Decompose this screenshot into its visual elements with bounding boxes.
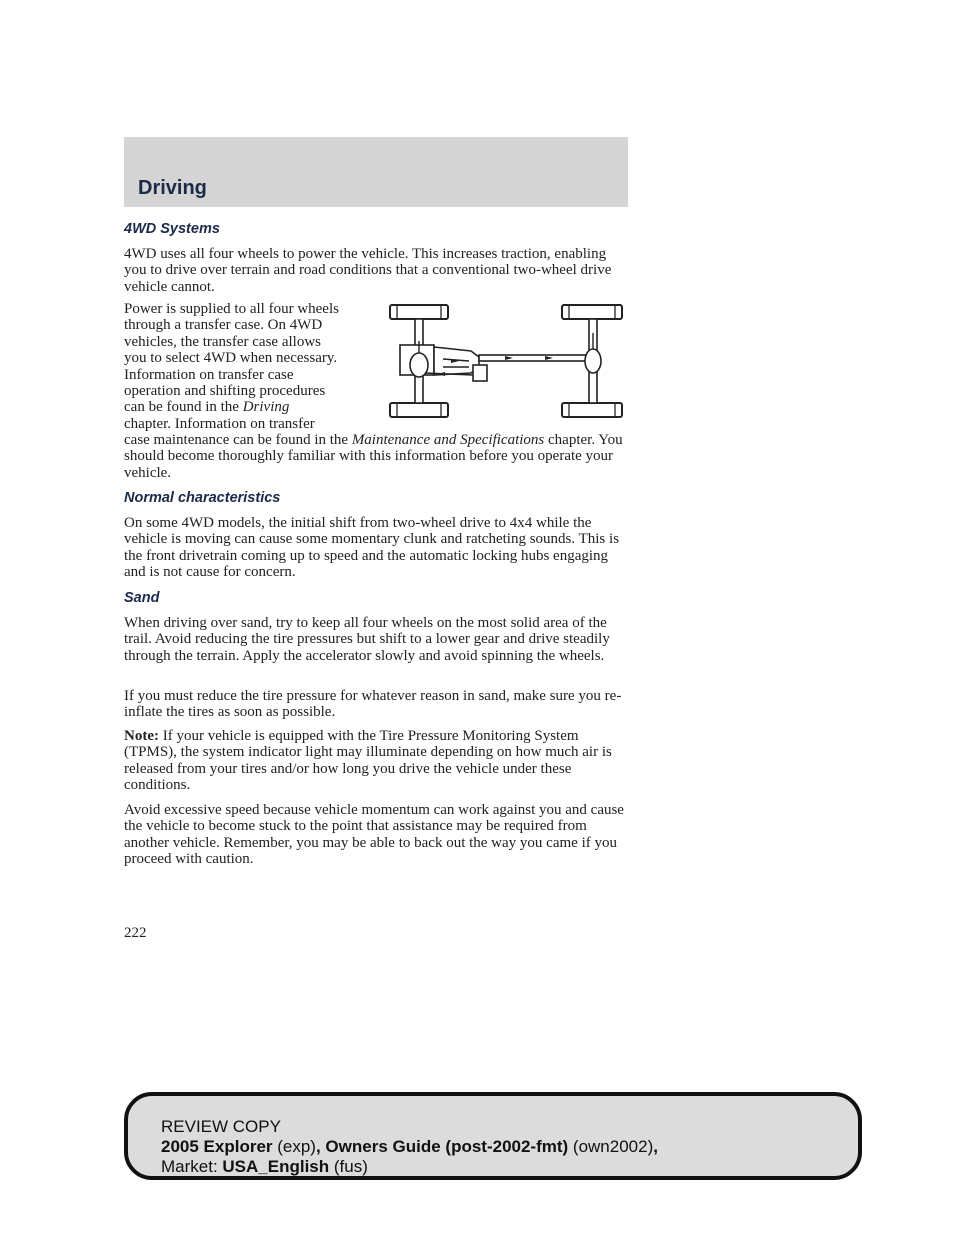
page-number: 222: [124, 925, 147, 941]
paragraph-transfer-case: Power is supplied to all four wheels through a transfer case. On 4WD vehicles, the transfer case allows you to select 4WD when necessary. Information on transfer case operation and shifting procedures can be found in the Driving chapter. Information on transfer: [124, 301, 339, 432]
driving-chapter-ref: Driving: [242, 399, 290, 416]
heading-normal-characteristics: Normal characteristics: [124, 490, 281, 506]
footer-text: [161, 1117, 658, 1177]
heading-sand: Sand: [124, 590, 160, 606]
paragraph-transfer-case-continued: case maintenance can be found in the Maintenance and Specifications chapter. You should become thoroughly familiar with this information before you operate your vehicle.: [124, 432, 623, 481]
paragraph-normal-characteristics: On some 4WD models, the initial shift from two-wheel drive to 4x4 while the vehicle is moving can cause some momentary clunk and ratcheting sounds. This is the front drivetrain coming up to speed and the automatic locking hubs engaging and is not cause for concern.: [124, 515, 620, 581]
review-copy-label: REVIEW COPY: [161, 1117, 281, 1136]
footer-guide-line: 2005 Explorer (exp), Owners Guide (post-2002-fmt) (own2002),: [161, 1137, 658, 1156]
footer-market-line: Market: USA_English (fus): [161, 1157, 368, 1176]
maintenance-chapter-ref: Maintenance and Specifications: [351, 432, 545, 448]
paragraph-sand-2: If you must reduce the tire pressure for whatever reason in sand, make sure you re-inflate the tires as soon as possible.: [124, 688, 622, 721]
section-title: Driving: [138, 177, 207, 199]
note-label: Note:: [124, 728, 159, 744]
paragraph-4wd-intro: 4WD uses all four wheels to power the vehicle. This increases traction, enabling you to drive over terrain and road conditions that a conventional two-wheel drive vehicle cannot.: [124, 246, 612, 295]
paragraph-sand-1: When driving over sand, try to keep all four wheels on the most solid area of the trail. Avoid reducing the tire pressures but shift to a lower gear and drive steadily through the terrain. Apply the accelerator slowly and avoid spinning the wheels.: [124, 615, 610, 664]
heading-4wd-systems: 4WD Systems: [124, 221, 220, 237]
paragraph-sand-note: Note: If your vehicle is equipped with the Tire Pressure Monitoring System (TPMS), the system indicator light may illuminate depending on how much air is released from your tires and/or how long you drive the vehicle under these conditions.: [124, 728, 612, 794]
4wd-drivetrain-illustration: [385, 301, 627, 421]
paragraph-sand-3: Avoid excessive speed because vehicle momentum can work against you and cause the vehicle to become stuck to the point that assistance may be required from another vehicle. Remember, you may be able to back out the way you came if you proceed with caution.: [124, 802, 624, 868]
